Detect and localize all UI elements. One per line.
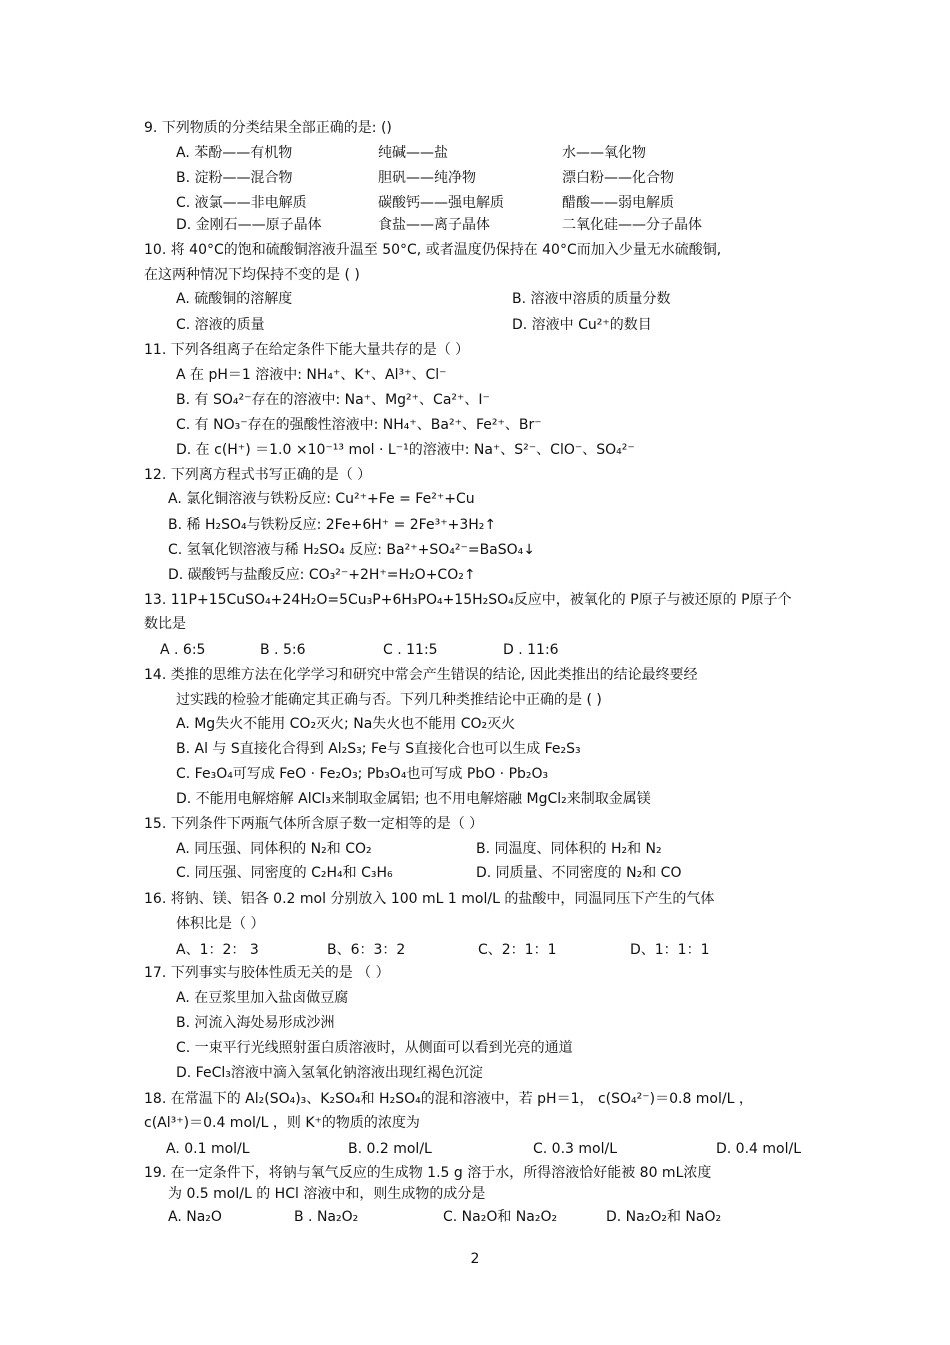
q14-option-d: D. 不能用电解熔解 AlCl₃来制取金属铝; 也不用电解熔融 MgCl₂来制取金属镁 <box>176 791 651 807</box>
q13-option-a: A . 6:5 <box>160 642 206 658</box>
q15-option-c: C. 同压强、同密度的 C₂H₄和 C₃H₆ <box>176 865 393 881</box>
q12-option-c: C. 氢氧化钡溶液与稀 H₂SO₄ 反应: Ba²⁺+SO₄²⁻=BaSO₄↓ <box>168 542 536 558</box>
q9-option-c-2: 碳酸钙——强电解质 <box>378 195 504 211</box>
q15-stem: 15. 下列条件下两瓶气体所含原子数一定相等的是（ ） <box>144 816 484 832</box>
q9-option-a-1: A. 苯酚——有机物 <box>176 145 293 161</box>
q19-option-b: B . Na₂O₂ <box>294 1209 359 1225</box>
q9-stem: 9. 下列物质的分类结果全部正确的是: () <box>144 120 392 136</box>
q19-stem-line2: 为 0.5 mol/L 的 HCl 溶液中和，则生成物的成分是 <box>168 1186 486 1202</box>
q15-option-d: D. 同质量、不同密度的 N₂和 CO <box>476 865 682 881</box>
q13-option-d: D . 11:6 <box>503 642 559 658</box>
q17-option-a: A. 在豆浆里加入盐卤做豆腐 <box>176 990 349 1006</box>
q14-stem-line1: 14. 类推的思维方法在化学学习和研究中常会产生错误的结论, 因此类推出的结论最终要经 <box>144 667 698 683</box>
q15-option-b: B. 同温度、同体积的 H₂和 N₂ <box>476 841 662 857</box>
q17-stem: 17. 下列事实与胶体性质无关的是 （ ） <box>144 965 390 981</box>
q19-option-a: A. Na₂O <box>168 1209 222 1225</box>
q16-option-b: B、6：3：2 <box>327 942 406 958</box>
q12-stem: 12. 下列离方程式书写正确的是（ ） <box>144 467 372 483</box>
q16-stem-line1: 16. 将钠、镁、铝各 0.2 mol 分别放入 100 mL 1 mol/L 的盐酸中，同温同压下产生的气体 <box>144 891 715 907</box>
q9-option-d-1: D. 金刚石——原子晶体 <box>176 217 322 233</box>
q18-option-c: C. 0.3 mol/L <box>533 1141 617 1157</box>
q18-option-d: D. 0.4 mol/L <box>716 1141 802 1157</box>
q16-option-d: D、1：1：1 <box>630 942 710 958</box>
q12-option-b: B. 稀 H₂SO₄与铁粉反应: 2Fe+6H⁺ = 2Fe³⁺+3H₂↑ <box>168 517 497 533</box>
q10-option-c: C. 溶液的质量 <box>176 317 265 333</box>
q17-option-d: D. FeCl₃溶液中滴入氢氧化钠溶液出现红褐色沉淀 <box>176 1065 483 1081</box>
q15-option-a: A. 同压强、同体积的 N₂和 CO₂ <box>176 841 372 857</box>
q10-option-a: A. 硫酸铜的溶解度 <box>176 291 293 307</box>
q11-option-a: A 在 pH＝1 溶液中: NH₄⁺、K⁺、Al³⁺、Cl⁻ <box>176 367 447 383</box>
q10-option-d: D. 溶液中 Cu²⁺的数目 <box>512 317 652 333</box>
q11-option-d: D. 在 c(H⁺) ＝1.0 ×10⁻¹³ mol · L⁻¹的溶液中: Na⁺、S²⁻、ClO⁻、SO₄²⁻ <box>176 442 635 458</box>
q14-option-c: C. Fe₃O₄可写成 FeO · Fe₂O₃; Pb₃O₄也可写成 PbO · Pb₂O₃ <box>176 766 549 782</box>
q9-option-c-1: C. 液氯——非电解质 <box>176 195 307 211</box>
q18-option-a: A. 0.1 mol/L <box>166 1141 250 1157</box>
q18-option-b: B. 0.2 mol/L <box>348 1141 432 1157</box>
q16-stem-line2: 体积比是（ ） <box>176 916 265 932</box>
q13-option-c: C . 11:5 <box>383 642 438 658</box>
q9-option-b-3: 漂白粉——化合物 <box>562 170 674 186</box>
q11-option-c: C. 有 NO₃⁻存在的强酸性溶液中: NH₄⁺、Ba²⁺、Fe²⁺、Br⁻ <box>176 417 542 433</box>
q19-option-c: C. Na₂O和 Na₂O₂ <box>443 1209 558 1225</box>
q19-option-d: D. Na₂O₂和 NaO₂ <box>606 1209 722 1225</box>
q14-option-a: A. Mg失火不能用 CO₂灭火; Na失火也不能用 CO₂灭火 <box>176 716 516 732</box>
q17-option-b: B. 河流入海处易形成沙洲 <box>176 1015 335 1031</box>
q13-stem-line2: 数比是 <box>144 616 186 632</box>
q17-option-c: C. 一束平行光线照射蛋白质溶液时，从侧面可以看到光亮的通道 <box>176 1040 573 1056</box>
q14-stem-line2: 过实践的检验才能确定其正确与否。下列几种类推结论中正确的是 ( ) <box>176 692 602 708</box>
q10-option-b: B. 溶液中溶质的质量分数 <box>512 291 671 307</box>
q16-option-a: A、1：2： 3 <box>176 942 259 958</box>
q19-stem-line1: 19. 在一定条件下，将钠与氧气反应的生成物 1.5 g 溶于水，所得溶液恰好能被 80 mL浓度 <box>144 1165 712 1181</box>
q13-stem-line1: 13. 11P+15CuSO₄+24H₂O=5Cu₃P+6H₃PO₄+15H₂SO₄反应中，被氧化的 P原子与被还原的 P原子个 <box>144 592 792 608</box>
q12-option-d: D. 碳酸钙与盐酸反应: CO₃²⁻+2H⁺=H₂O+CO₂↑ <box>168 567 476 583</box>
q9-option-d-3: 二氧化硅——分子晶体 <box>562 217 702 233</box>
q11-stem: 11. 下列各组离子在给定条件下能大量共存的是（ ） <box>144 342 470 358</box>
q11-option-b: B. 有 SO₄²⁻存在的溶液中: Na⁺、Mg²⁺、Ca²⁺、I⁻ <box>176 392 490 408</box>
q9-option-a-2: 纯碱——盐 <box>378 145 448 161</box>
q12-option-a: A. 氯化铜溶液与铁粉反应: Cu²⁺+Fe = Fe²⁺+Cu <box>168 491 475 507</box>
q9-option-c-3: 醋酸——弱电解质 <box>562 195 674 211</box>
q9-option-a-3: 水——氧化物 <box>562 145 646 161</box>
q9-option-b-1: B. 淀粉——混合物 <box>176 170 293 186</box>
q10-stem-line1: 10. 将 40°C的饱和硫酸铜溶液升温至 50°C, 或者温度仍保持在 40°C而加入少量无水硫酸铜, <box>144 242 722 258</box>
q14-option-b: B. Al 与 S直接化合得到 Al₂S₃; Fe与 S直接化合也可以生成 Fe₂S₃ <box>176 741 581 757</box>
q9-option-d-2: 食盐——离子晶体 <box>378 217 490 233</box>
q18-stem-line2: c(Al³⁺)＝0.4 mol/L ，则 K⁺的物质的浓度为 <box>144 1115 420 1131</box>
q13-option-b: B . 5:6 <box>260 642 306 658</box>
page-number: 2 <box>470 1251 480 1267</box>
q9-option-b-2: 胆矾——纯净物 <box>378 170 476 186</box>
q18-stem-line1: 18. 在常温下的 Al₂(SO₄)₃、K₂SO₄和 H₂SO₄的混和溶液中，若 pH＝1， c(SO₄²⁻)＝0.8 mol/L ， <box>144 1091 753 1107</box>
q16-option-c: C、2：1：1 <box>478 942 557 958</box>
q10-stem-line2: 在这两种情况下均保持不变的是 ( ) <box>144 267 360 283</box>
